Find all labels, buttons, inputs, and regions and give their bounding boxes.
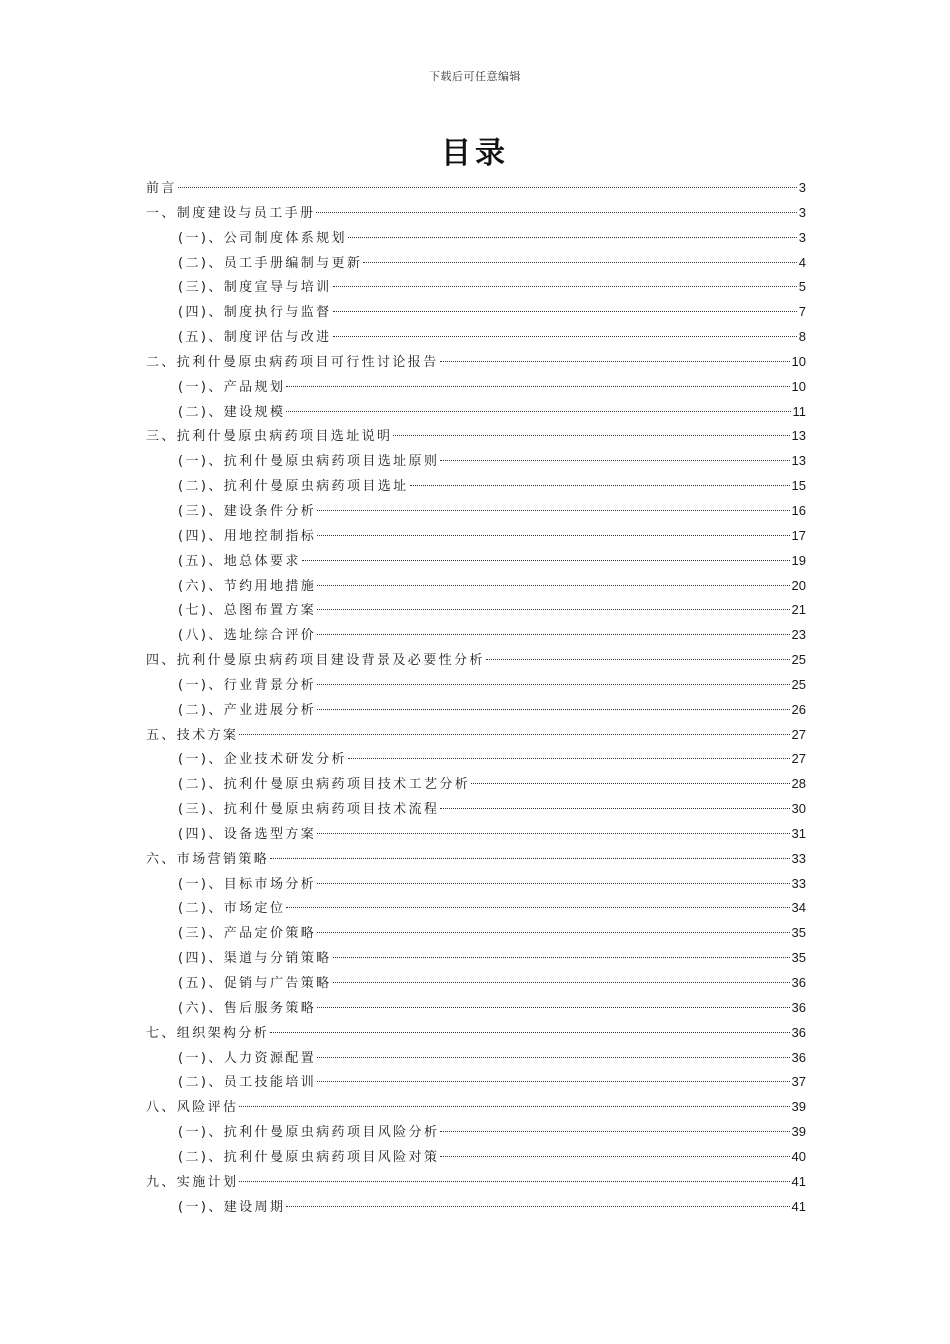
toc-entry[interactable] [146,1120,806,1145]
toc-entry[interactable] [146,1095,806,1120]
toc-entry-label: (五)、制度评估与改进 [178,330,332,346]
toc-entry-label: 六、市场营销策略 [146,851,270,867]
toc-dot-leader [317,709,789,710]
toc-dot-leader [317,585,789,586]
toc-dot-leader [286,386,789,387]
toc-dot-leader [333,957,790,958]
toc-page-number: 35 [791,950,806,966]
toc-dot-leader [440,1156,789,1157]
toc-page-number: 23 [791,627,806,643]
toc-entry[interactable] [146,946,806,971]
toc-entry[interactable] [146,574,806,599]
toc-entry[interactable] [146,747,806,772]
toc-entry[interactable] [146,822,806,847]
toc-entry[interactable] [146,1070,806,1095]
toc-dot-leader [239,734,789,735]
toc-page-number: 16 [791,502,806,518]
toc-entry[interactable] [146,1195,806,1220]
toc-entry-label: (二)、员工手册编制与更新 [178,255,363,271]
toc-page-number: 41 [791,1173,806,1189]
toc-entry[interactable] [146,424,806,449]
toc-entry-label: (一)、抗利什曼原虫病药项目选址原则 [178,454,440,470]
toc-page-number: 27 [791,751,806,767]
toc-dot-leader [316,212,796,213]
toc-dot-leader [486,659,790,660]
toc-entry[interactable] [146,598,806,623]
toc-entry[interactable] [146,673,806,698]
toc-page-number: 36 [791,999,806,1015]
toc-entry[interactable] [146,772,806,797]
toc-page-number: 25 [791,676,806,692]
toc-page-number: 36 [791,1049,806,1065]
toc-entry[interactable] [146,623,806,648]
toc-entry[interactable] [146,350,806,375]
toc-entry[interactable] [146,872,806,897]
toc-entry[interactable] [146,797,806,822]
toc-dot-leader [286,907,789,908]
toc-entry-label: (一)、目标市场分析 [178,876,317,892]
toc-page-number: 35 [791,925,806,941]
toc-dot-leader [317,684,789,685]
toc-entry-label: (三)、建设条件分析 [178,503,317,519]
toc-page-number: 34 [791,900,806,916]
toc-entry-label: (四)、设备选型方案 [178,826,317,842]
toc-dot-leader [317,634,789,635]
toc-entry[interactable] [146,1021,806,1046]
toc-entry-label: (一)、企业技术研发分析 [178,752,347,768]
toc-page-number: 3 [798,229,806,245]
toc-dot-leader [333,982,790,983]
toc-entry[interactable] [146,723,806,748]
page-header: 下载后可任意编辑 [429,70,521,83]
toc-page-number: 21 [791,602,806,618]
toc-entry-label: (一)、产品规划 [178,379,286,395]
toc-dot-leader [317,833,789,834]
toc-entry-label: (一)、行业背景分析 [178,677,317,693]
toc-dot-leader [317,883,789,884]
toc-page-number: 41 [791,1198,806,1214]
toc-dot-leader [286,1206,789,1207]
toc-page-number: 33 [791,875,806,891]
toc-entry-label: (三)、产品定价策略 [178,926,317,942]
toc-page-number: 36 [791,975,806,990]
toc-page-number: 31 [791,825,806,841]
toc-entry[interactable] [146,300,806,325]
toc-dot-leader [317,535,789,536]
toc-entry-label: (二)、建设规模 [178,404,286,420]
toc-entry-label: 三、抗利什曼原虫病药项目选址说明 [146,429,393,445]
toc-dot-leader [471,783,789,784]
toc-entry-label: (四)、渠道与分销策略 [178,951,332,967]
toc-dot-leader [317,1081,789,1082]
toc-dot-leader [270,858,789,859]
toc-page-number: 39 [791,1124,806,1140]
toc-dot-leader [440,361,790,362]
toc-entry[interactable] [146,648,806,673]
toc-dot-leader [440,1131,789,1132]
toc-entry[interactable] [146,400,806,425]
toc-entry-label: (六)、节约用地措施 [178,578,317,594]
toc-entry[interactable] [146,847,806,872]
toc-entry-label: (二)、抗利什曼原虫病药项目技术工艺分析 [178,777,471,793]
toc-page-number: 19 [791,552,806,568]
toc-entry-label: (一)、人力资源配置 [178,1050,317,1066]
toc-page-number: 5 [798,279,806,295]
toc-dot-leader [333,311,797,312]
toc-entry[interactable] [146,1046,806,1071]
toc-entry[interactable] [146,176,806,201]
toc-entry-label: (二)、产业进展分析 [178,702,317,718]
toc-dot-leader [317,932,789,933]
toc-page-number: 3 [798,204,806,220]
toc-entry[interactable] [146,549,806,574]
toc-dot-leader [410,485,790,486]
toc-page-number: 7 [798,304,806,320]
toc-entry-label: (三)、制度宣导与培训 [178,280,332,296]
toc-entry[interactable] [146,325,806,350]
toc-dot-leader [286,411,790,412]
toc-dot-leader [239,1106,789,1107]
toc-page-number: 30 [791,801,806,817]
toc-entry[interactable] [146,251,806,276]
toc-dot-leader [317,510,789,511]
toc-page-number: 10 [791,378,806,394]
toc-entry-label: (八)、选址综合评价 [178,628,317,644]
toc-entry[interactable] [146,524,806,549]
toc-dot-leader [317,1057,789,1058]
toc-entry[interactable] [146,449,806,474]
toc-dot-leader [270,1032,789,1033]
toc-page-number: 27 [791,726,806,742]
toc-entry[interactable] [146,996,806,1021]
toc-page-number: 17 [791,527,806,543]
toc-entry-label: 五、技术方案 [146,727,239,743]
toc-page-number: 13 [791,428,806,444]
toc-page-number: 26 [791,701,806,717]
toc-entry[interactable] [146,1145,806,1170]
toc-page-number: 3 [798,180,806,195]
toc-entry-label: (二)、市场定位 [178,901,286,917]
toc-dot-leader [317,1007,789,1008]
toc-entry[interactable] [146,1170,806,1195]
toc-entry-label: (一)、公司制度体系规划 [178,230,347,246]
toc-page-number: 40 [791,1148,806,1164]
toc-page-number: 20 [791,577,806,593]
toc-page-number: 4 [798,254,806,270]
toc-dot-leader [348,237,797,238]
toc-entry[interactable] [146,921,806,946]
toc-entry-label: 七、组织架构分析 [146,1025,270,1041]
toc-entry-label: (五)、促销与广告策略 [178,976,332,991]
toc-entry[interactable] [146,201,806,226]
toc-dot-leader [333,336,797,337]
toc-page-number: 28 [791,776,806,792]
page-title: 目录 [441,136,509,171]
toc-entry-label: 二、抗利什曼原虫病药项目可行性讨论报告 [146,354,439,370]
toc-entry-label: 九、实施计划 [146,1174,239,1190]
toc-entry-label: (四)、制度执行与监督 [178,305,332,321]
toc-dot-leader [363,262,796,263]
toc-entry[interactable] [146,499,806,524]
toc-entry-label: (一)、抗利什曼原虫病药项目风险分析 [178,1125,440,1141]
toc-dot-leader [440,460,789,461]
toc-dot-leader [302,560,790,561]
toc-page-number: 8 [798,329,806,345]
toc-entry-label: 前言 [146,181,177,196]
toc-page-number: 15 [791,478,806,494]
toc-entry-label: 八、风险评估 [146,1100,239,1116]
toc-entry-label: (四)、用地控制指标 [178,528,317,544]
toc-entry-label: (二)、抗利什曼原虫病药项目风险对策 [178,1149,440,1165]
toc-page-number: 36 [791,1024,806,1040]
toc-entry[interactable] [146,971,806,996]
toc-entry[interactable] [146,474,806,499]
toc-entry-label: (二)、员工技能培训 [178,1075,317,1091]
toc-dot-leader [348,758,790,759]
toc-page-number: 39 [791,1099,806,1115]
toc-entry-label: (七)、总图布置方案 [178,603,317,619]
toc-entry-label: 一、制度建设与员工手册 [146,205,316,221]
toc-dot-leader [178,187,797,188]
toc-page-number: 13 [791,453,806,469]
toc-entry-label: (五)、地总体要求 [178,553,301,569]
toc-page-number: 11 [792,403,806,419]
toc-dot-leader [317,609,789,610]
toc-dot-leader [333,286,797,287]
toc-page-number: 37 [791,1074,806,1090]
toc-page-number: 33 [791,850,806,866]
toc-dot-leader [239,1181,789,1182]
toc-entry-label: (一)、建设周期 [178,1199,286,1215]
toc-entry-label: (六)、售后服务策略 [178,1000,317,1016]
toc-dot-leader [440,808,789,809]
toc-entry[interactable] [146,375,806,400]
toc-page-number: 10 [791,353,806,369]
table-of-contents [146,176,806,1219]
toc-entry-label: (三)、抗利什曼原虫病药项目技术流程 [178,802,440,818]
toc-entry[interactable] [146,275,806,300]
toc-dot-leader [393,435,789,436]
toc-page-number: 25 [791,652,806,668]
toc-entry[interactable] [146,226,806,251]
toc-entry-label: (二)、抗利什曼原虫病药项目选址 [178,479,409,495]
toc-entry-label: 四、抗利什曼原虫病药项目建设背景及必要性分析 [146,653,485,669]
toc-entry[interactable] [146,896,806,921]
toc-entry[interactable] [146,698,806,723]
